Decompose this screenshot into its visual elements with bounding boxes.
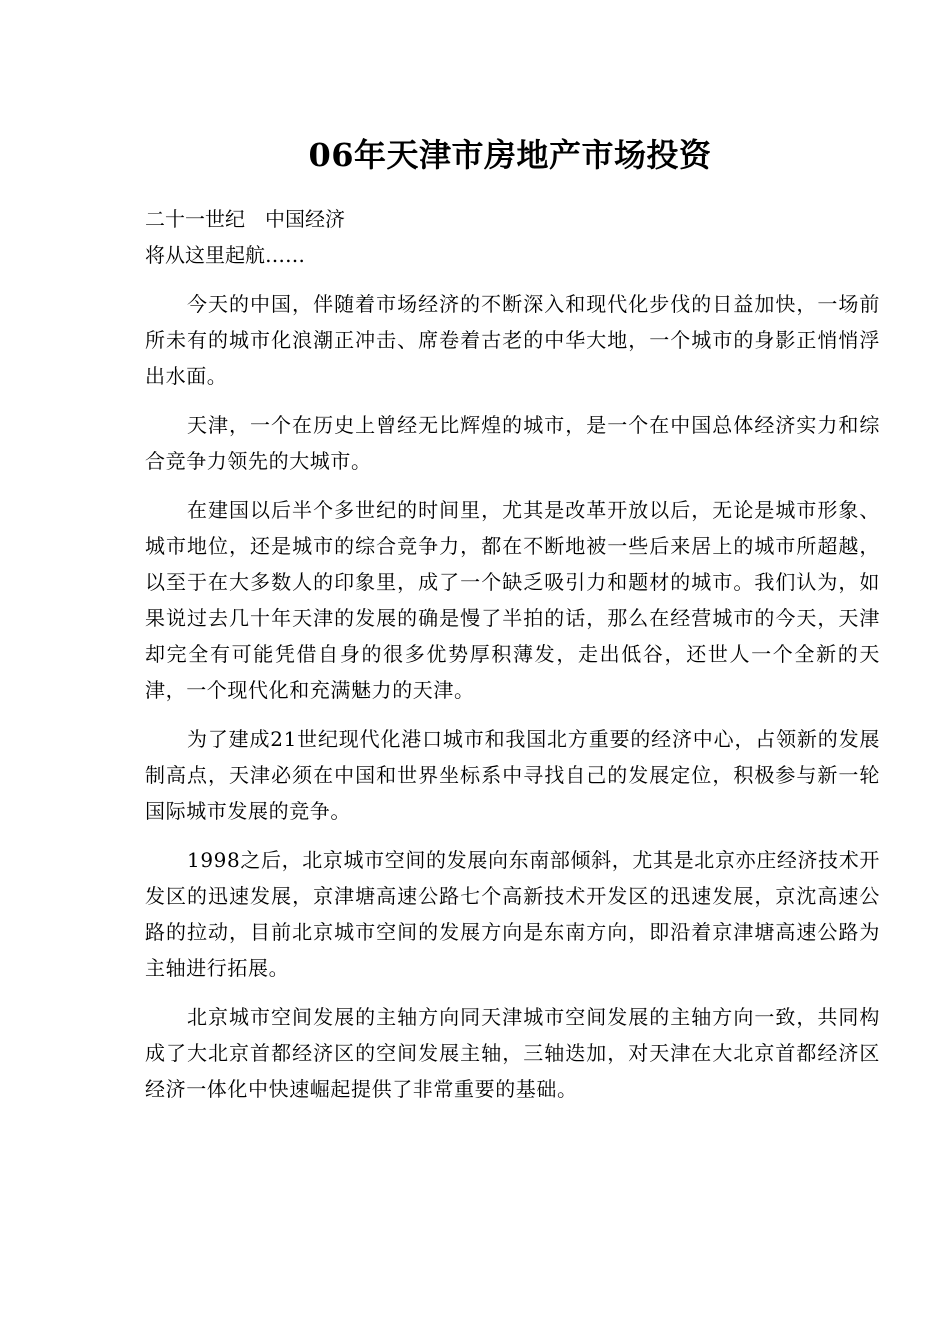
- document-body: [145, 201, 880, 1120]
- paragraph-5: 1998之后，北京城市空间的发展向东南部倾斜，尤其是北京亦庄经济技术开发区的迅速发展，京津塘高速公路七个高新技术开发区的迅速发展，京沈高速公路的拉动，目前北京城市空间的发展方向是东南方向，即沿着京津塘高速公路为主轴进行拓展。: [145, 848, 880, 980]
- intro-line-2: 将从这里起航……: [145, 243, 305, 267]
- document-title: 06年天津市房地产市场投资: [308, 136, 712, 175]
- paragraph-6: 北京城市空间发展的主轴方向同天津城市空间发展的主轴方向一致，共同构成了大北京首都经济区的空间发展主轴，三轴迭加，对天津在大北京首都经济区经济一体化中快速崛起提供了非常重要的基础。: [145, 1005, 880, 1101]
- paragraph-2: 天津，一个在历史上曾经无比辉煌的城市，是一个在中国总体经济实力和综合竞争力领先的大城市。: [145, 413, 880, 473]
- paragraph-3: 在建国以后半个多世纪的时间里，尤其是改革开放以后，无论是城市形象、城市地位，还是城市的综合竞争力，都在不断地被一些后来居上的城市所超越，以至于在大多数人的印象里，成了一个缺乏吸引力和题材的城市。我们认为，如果说过去几十年天津的发展的确是慢了半拍的话，那么在经营城市的今天，天津却完全有可能凭借自身的很多优势厚积薄发，走出低谷，还世人一个全新的天津，一个现代化和充满魅力的天津。: [145, 498, 880, 702]
- intro-block: [145, 201, 880, 273]
- paragraph-4: 为了建成21世纪现代化港口城市和我国北方重要的经济中心，占领新的发展制高点，天津必须在中国和世界坐标系中寻找自己的发展定位，积极参与新一轮国际城市发展的竞争。: [145, 727, 880, 823]
- paragraph-1: 今天的中国，伴随着市场经济的不断深入和现代化步伐的日益加快，一场前所未有的城市化浪潮正冲击、席卷着古老的中华大地，一个城市的身影正悄悄浮出水面。: [145, 292, 880, 388]
- intro-line-1: 二十一世纪 中国经济: [145, 207, 345, 231]
